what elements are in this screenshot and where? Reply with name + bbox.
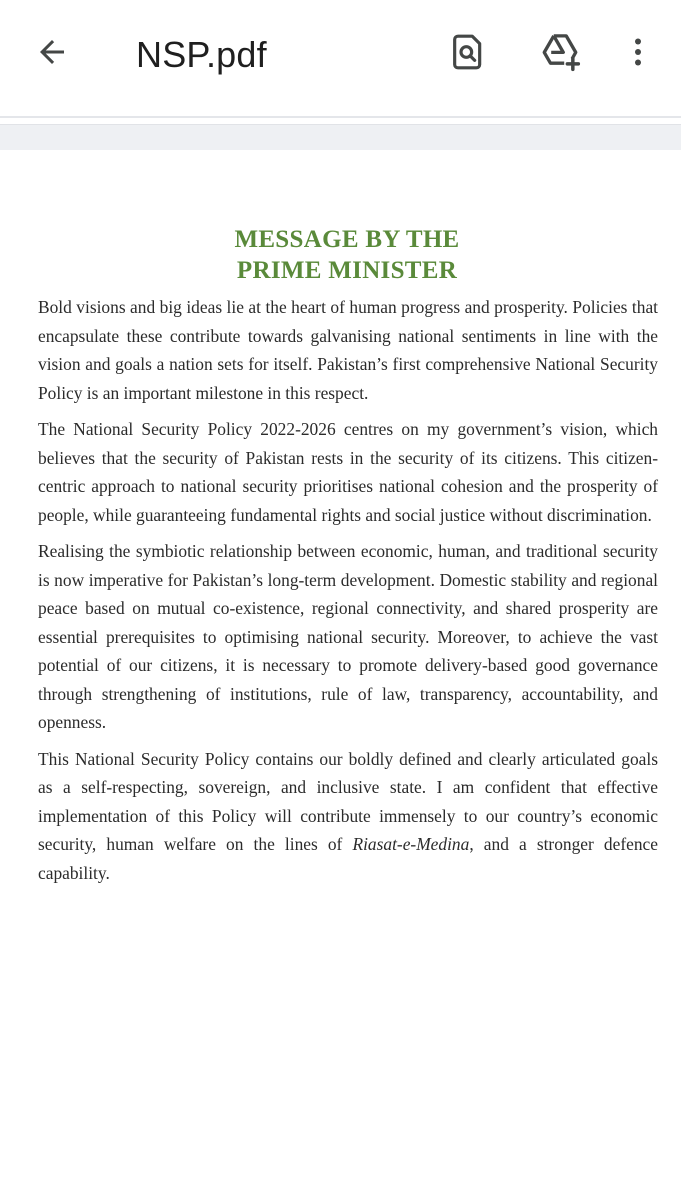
add-to-drive-icon xyxy=(538,30,582,74)
paragraph-3: Realising the symbiotic relationship between economic, human, and traditional security is now imperative for Pakistan’s long-term development. Domestic stability and regional peace based on mutual co-existence, regional connectivity, and shared prosperity are essential prerequisites to optimising national security. Moreover, to achieve the vast potential of our citizens, it is necessary to promote delivery-based good governance through strengthening of institutions, rule of law, transparency, accountability, and openness. xyxy=(38,541,658,732)
search-in-document-button[interactable] xyxy=(442,26,494,78)
message-body xyxy=(38,293,658,895)
paragraph-4 xyxy=(38,745,658,888)
paragraph-4-end: , and a stronger defence capability. xyxy=(38,834,658,883)
pdf-page[interactable] xyxy=(0,150,681,1200)
paragraph-2: The National Security Policy 2022-2026 centres on my government’s vision, which believes that the security of Pakistan rests in the security of its citizens. This citizen-centric approach to national security prioritises national cohesion and the prosperity of people, while guaranteeing fundamental rights and social justice without discrimination. xyxy=(38,419,658,525)
paragraph-4-text: This National Security Policy contains our boldly defined and clearly articulated goals as a self-respecting, sovereign, and inclusive state. I am confident that effective implementation of this Policy will contribute immensely to our country’s economic security, human welfare on the lines of xyxy=(38,748,658,854)
message-heading xyxy=(0,224,681,286)
document-title: NSP.pdf xyxy=(136,34,267,75)
add-to-drive-button[interactable] xyxy=(534,26,586,78)
heading-line-1: MESSAGE BY THE xyxy=(234,226,460,253)
document-search-icon xyxy=(448,32,488,72)
back-button[interactable] xyxy=(28,28,76,76)
arrow-back-icon xyxy=(34,34,70,70)
paragraph-1: Bold visions and big ideas lie at the heart of human progress and prosperity. Policies that encapsulate these contribute towards galvanising national sentiments in line with the vision and goals a nation sets for itself. Pakistan’s first comprehensive National Security Policy is an important milestone in this respect. xyxy=(38,297,658,403)
more-options-button[interactable] xyxy=(612,26,664,78)
previous-page-edge xyxy=(0,124,681,151)
top-app-bar xyxy=(0,0,681,118)
heading-line-2: PRIME MINISTER xyxy=(236,257,458,284)
paragraph-4-italic: Riasat-e-Medina xyxy=(352,834,470,854)
more-vert-icon xyxy=(620,34,656,70)
